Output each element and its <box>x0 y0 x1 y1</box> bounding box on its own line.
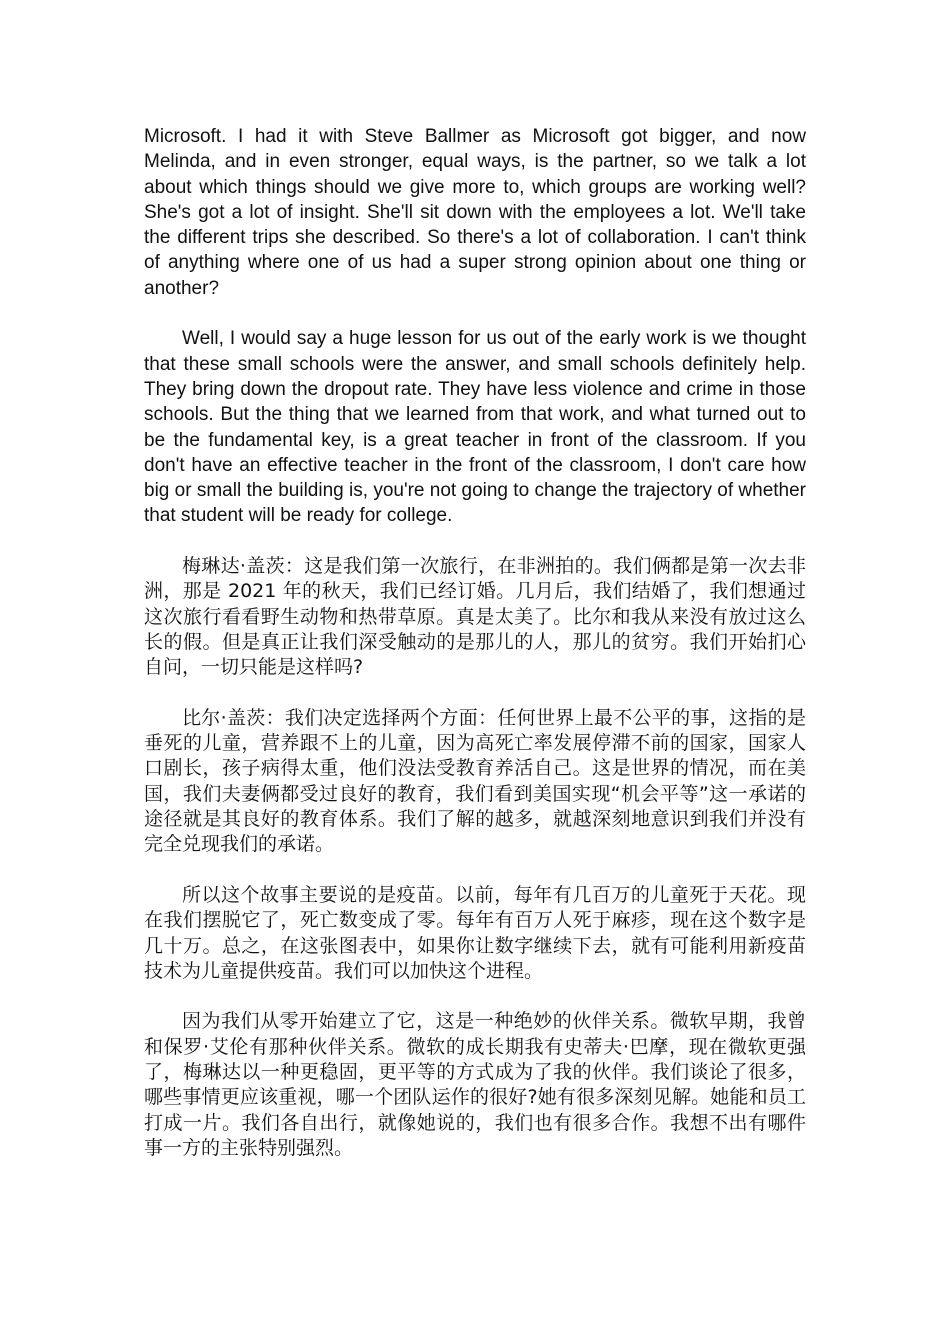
paragraph-spacer <box>144 858 806 883</box>
paragraph-english-2: Well, I would say a huge lesson for us out of the early work is we thought that these small schools were the answer, and small schools definitely help. They bring down the dropout rate. They have less violence and crime in those schools. But the thing that we learned from that work, and what turned out to be the fundamental key, is a great teacher in front of the classroom. If you don't have an effective teacher in the front of the classroom, I don't care how big or small the building is, you're not going to change the trajectory of whether that student will be ready for college. <box>144 328 806 527</box>
paragraph-chinese-4: 因为我们从零开始建立了它，这是一种绝妙的伙伴关系。微软早期，我曾和保罗·艾伦有那种伙伴关系。微软的成长期我有史蒂夫·巴摩，现在微软更强了，梅琳达以一种更稳固，更平等的方式成为了我的伙伴。我们谈论了很多，哪些事情更应该重视，哪一个团队运作的很好?她有很多深刻见解。她能和员工打成一片。我们各自出行，就像她说的，我们也有很多合作。我想不出有哪件事一方的主张特别强烈。 <box>144 1010 806 1159</box>
paragraph-english-1: Microsoft. I had it with Steve Ballmer as Microsoft got bigger, and now Melinda, and in even stronger, equal ways, is the partner, so we talk a lot about which things should we give more to, which groups are working well? She's got a lot of insight. She'll sit down with the employees a lot. We'll take the different trips she described. So there's a lot of collaboration. I can't think of anything where one of us had a super strong opinion about one thing or another? <box>144 126 806 299</box>
paragraph-chinese-2: 比尔·盖茨：我们决定选择两个方面：任何世界上最不公平的事，这指的是垂死的儿童，营养跟不上的儿童，因为高死亡率发展停滞不前的国家，国家人口剧长，孩子病得太重，他们没法受教育养活自己。这是世界的情况，而在美国，我们夫妻俩都受过良好的教育，我们看到美国实现“机会平等”这一承诺的途径就是其良好的教育体系。我们了解的越多，就越深刻地意识到我们并没有完全兑现我们的承诺。 <box>144 706 806 856</box>
document-page <box>144 124 806 1161</box>
paragraph-spacer <box>144 681 806 706</box>
paragraph-spacer <box>144 984 806 1009</box>
paragraph-chinese-1: 梅琳达·盖茨：这是我们第一次旅行，在非洲拍的。我们俩都是第一次去非洲，那是 2021 年的秋天，我们已经订婚。几月后，我们结婚了，我们想通过这次旅行看看野生动物和热带草原。真是太美了。比尔和我从来没有放过这么长的假。但是真正让我们深受触动的是那儿的人，那儿的贫穷。我们开始扪心自问，一切只能是这样吗? <box>144 555 806 679</box>
paragraph-spacer <box>144 529 806 554</box>
paragraph-chinese-3: 所以这个故事主要说的是疫苗。以前，每年有几百万的儿童死于天花。现在我们摆脱它了，死亡数变成了零。每年有百万人死于麻疹，现在这个数字是几十万。总之，在这张图表中，如果你让数字继续下去，就有可能利用新疫苗技术为儿童提供疫苗。我们可以加快这个进程。 <box>144 883 806 982</box>
paragraph-spacer <box>144 301 806 326</box>
